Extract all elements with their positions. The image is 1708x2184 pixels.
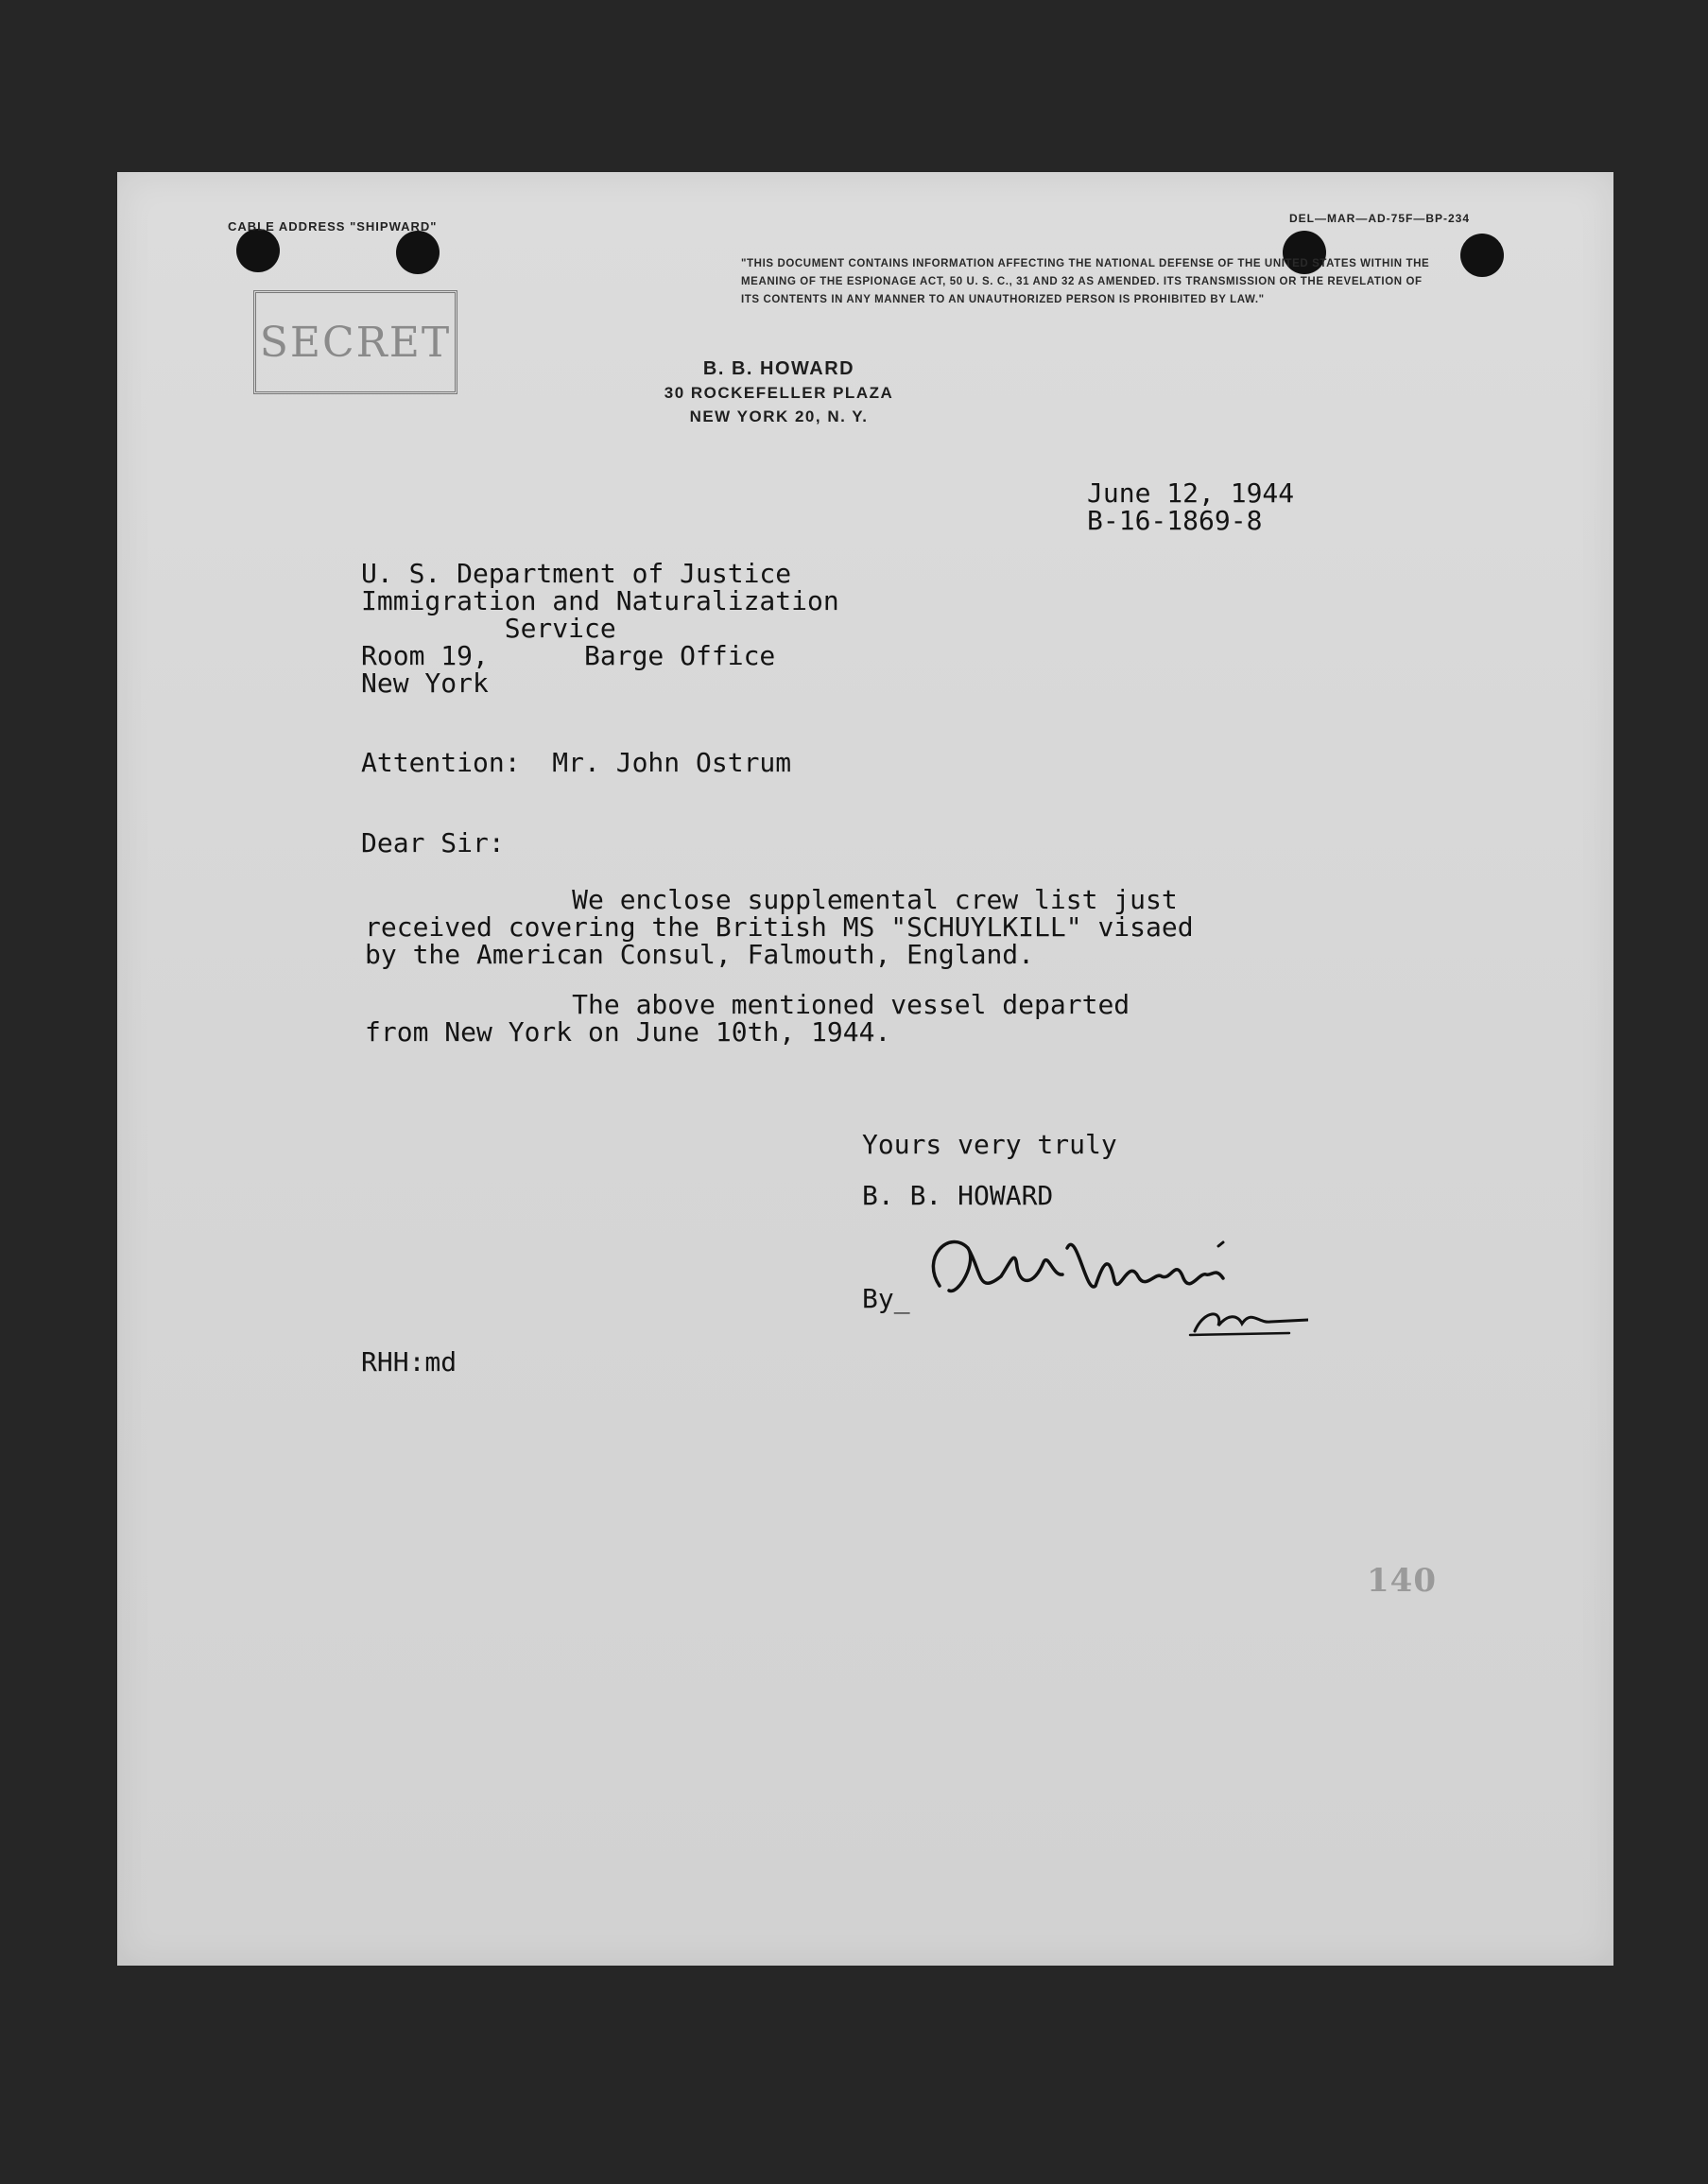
page-number: 140 — [1367, 1562, 1437, 1600]
body-line: by the American Consul, Falmouth, England. — [365, 939, 1035, 970]
secret-stamp — [253, 290, 457, 394]
letter-page — [117, 172, 1613, 1966]
addressee-block — [361, 560, 839, 697]
letterhead-address-1: 30 ROCKEFELLER PLAZA — [664, 384, 894, 402]
body-paragraph-1 — [365, 886, 1194, 968]
form-code: DEL—MAR—AD-75F—BP-234 — [1289, 212, 1471, 225]
by-label: By_ — [862, 1283, 910, 1314]
body-line: from New York on June 10th, 1944. — [365, 1016, 891, 1048]
body-paragraph-2 — [365, 991, 1130, 1046]
security-notice: "THIS DOCUMENT CONTAINS INFORMATION AFFECTING THE NATIONAL DEFENSE OF THE UNITED STATES WITHIN THE MEANING OF THE ESPIONAGE ACT, 50 U. S. C., 31 AND 32 AS AMENDED. ITS TRANSMISSION OR THE REVELATION OF ITS CONTENTS IN ANY MANNER TO AN UNAUTHORIZED PERSON IS PROHIBITED BY LAW." — [741, 258, 1430, 305]
date-block — [1087, 479, 1294, 534]
punch-hole — [1460, 234, 1504, 277]
letter-date: June 12, 1944 — [1087, 477, 1295, 509]
letterhead-address-2: NEW YORK 20, N. Y. — [689, 407, 869, 425]
secret-stamp-text: SECRET — [259, 318, 452, 367]
body-line: The above mentioned vessel departed — [365, 989, 1130, 1020]
salutation: Dear Sir: — [361, 827, 505, 858]
punch-hole — [396, 231, 440, 274]
body-line: received covering the British MS "SCHUYLKILL" visaed — [365, 911, 1194, 943]
closing: Yours very truly — [862, 1129, 1117, 1160]
addressee-line: Immigration and Naturalization — [361, 585, 839, 616]
typist-initials: RHH:md — [361, 1346, 457, 1378]
cable-address: CABLE ADDRESS "SHIPWARD" — [228, 219, 438, 234]
letterhead-name: B. B. HOWARD — [702, 358, 855, 379]
addressee-line: Service — [361, 613, 616, 644]
addressee-line: U. S. Department of Justice — [361, 558, 792, 589]
addressee-line: Room 19, Barge Office — [361, 640, 776, 671]
attention-line: Attention: Mr. John Ostrum — [361, 747, 792, 778]
reference-number: B-16-1869-8 — [1087, 505, 1263, 536]
punch-hole — [236, 229, 280, 272]
addressee-line: New York — [361, 667, 489, 699]
letterhead — [590, 356, 968, 428]
body-line: We enclose supplemental crew list just — [365, 884, 1178, 915]
signatory-company: B. B. HOWARD — [862, 1180, 1054, 1211]
handwritten-signature — [911, 1220, 1308, 1343]
